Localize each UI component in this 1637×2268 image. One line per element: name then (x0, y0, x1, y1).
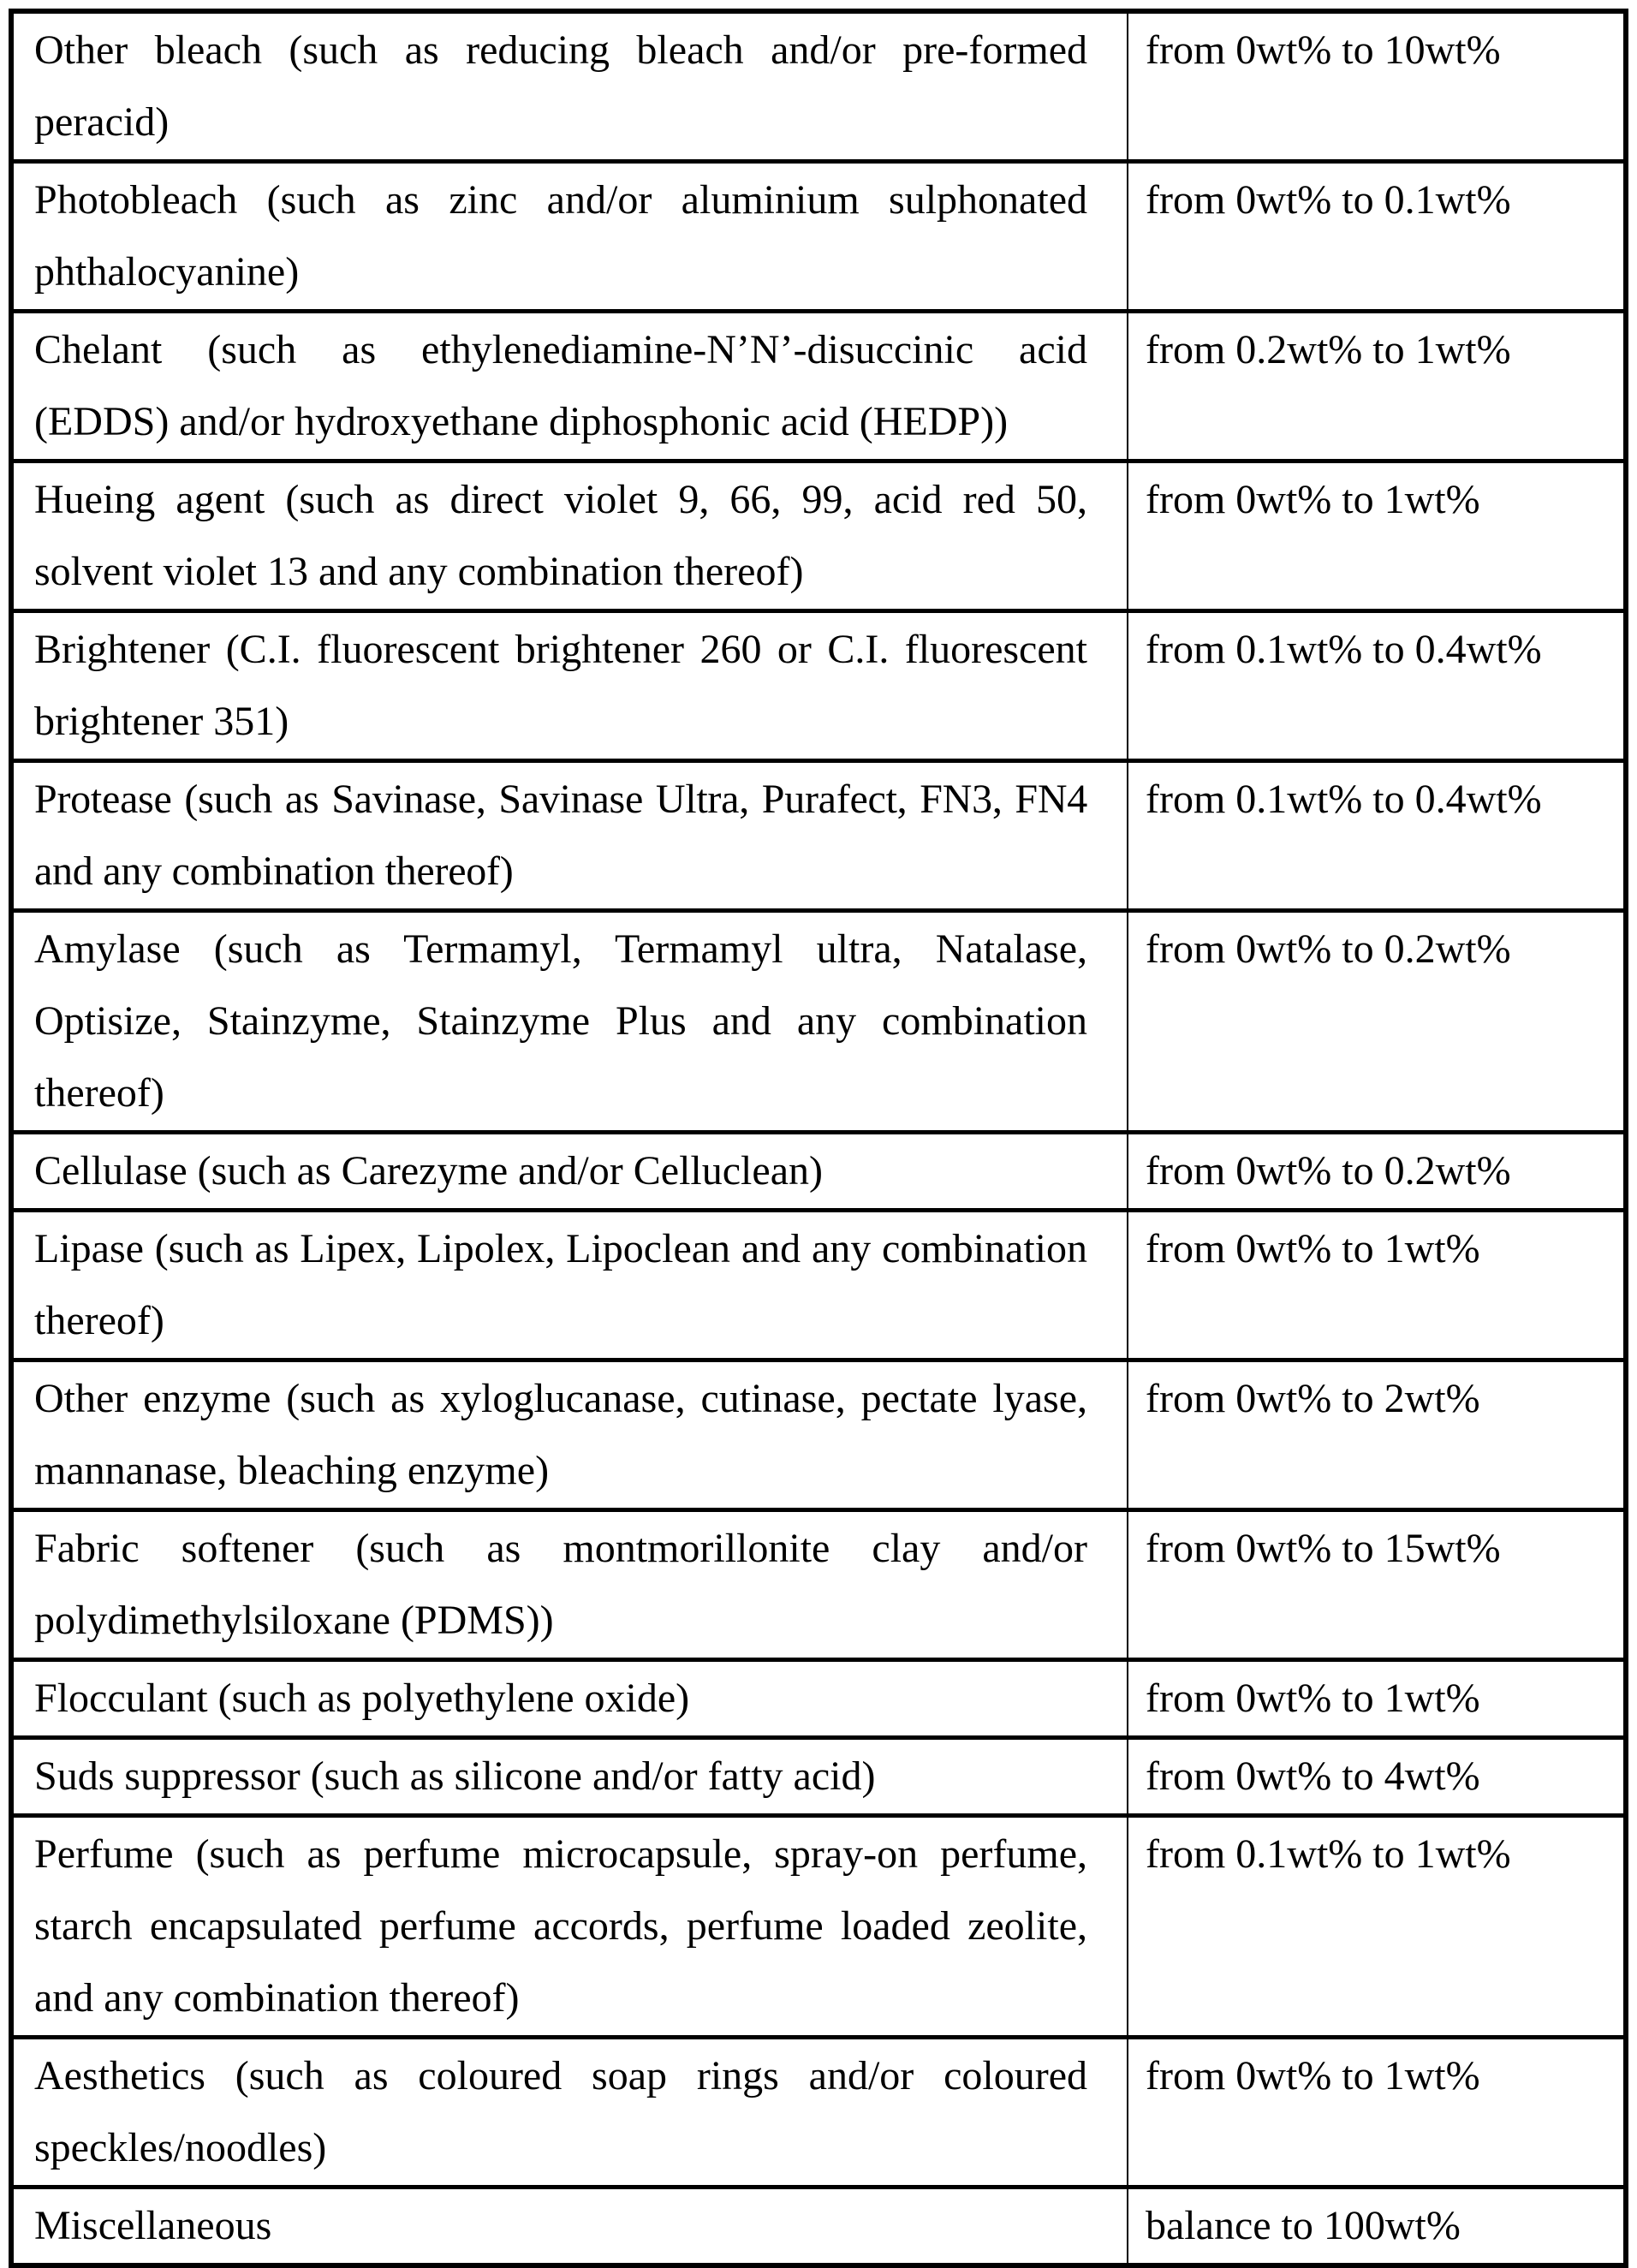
ingredient-cell: Protease (such as Savinase, Savinase Ultra, Purafect, FN3, FN4 and any combination thereof) (11, 761, 1128, 911)
table-row (11, 761, 1626, 911)
table-row (11, 1211, 1626, 1360)
ingredient-cell: Cellulase (such as Carezyme and/or Celluclean) (11, 1133, 1128, 1211)
ingredient-cell: Aesthetics (such as coloured soap rings and/or coloured speckles/noodles) (11, 2038, 1128, 2188)
table-row (11, 1816, 1626, 2038)
table-row (11, 1510, 1626, 1660)
table-row (11, 312, 1626, 461)
range-cell: from 0.1wt% to 0.4wt% (1128, 761, 1626, 911)
range-cell: from 0wt% to 0.2wt% (1128, 1133, 1626, 1211)
table-row (11, 2188, 1626, 2266)
ingredient-cell: Suds suppressor (such as silicone and/or fatty acid) (11, 1738, 1128, 1816)
range-cell: from 0wt% to 15wt% (1128, 1510, 1626, 1660)
range-cell: balance to 100wt% (1128, 2188, 1626, 2266)
table-row (11, 1133, 1626, 1211)
ingredient-cell: Fabric softener (such as montmorillonite clay and/or polydimethylsiloxane (PDMS)) (11, 1510, 1128, 1660)
table-row (11, 11, 1626, 162)
range-cell: from 0.2wt% to 1wt% (1128, 312, 1626, 461)
ingredient-cell: Brightener (C.I. fluorescent brightener 260 or C.I. fluorescent brightener 351) (11, 611, 1128, 761)
ingredient-cell: Miscellaneous (11, 2188, 1128, 2266)
range-cell: from 0wt% to 1wt% (1128, 2038, 1626, 2188)
table-row (11, 162, 1626, 312)
table-row (11, 1660, 1626, 1738)
table-row (11, 1360, 1626, 1510)
ingredients-table-body (11, 11, 1626, 2265)
range-cell: from 0wt% to 1wt% (1128, 1660, 1626, 1738)
ingredient-cell: Chelant (such as ethylenediamine-N’N’-disuccinic acid (EDDS) and/or hydroxyethane diphosphonic acid (HEDP)) (11, 312, 1128, 461)
table-row (11, 911, 1626, 1133)
table-row (11, 2038, 1626, 2188)
range-cell: from 0wt% to 0.1wt% (1128, 162, 1626, 312)
range-cell: from 0wt% to 1wt% (1128, 461, 1626, 611)
ingredient-cell: Amylase (such as Termamyl, Termamyl ultra, Natalase, Optisize, Stainzyme, Stainzyme Plus and any combination thereof) (11, 911, 1128, 1133)
ingredient-cell: Hueing agent (such as direct violet 9, 66, 99, acid red 50, solvent violet 13 and any combination thereof) (11, 461, 1128, 611)
ingredient-cell: Lipase (such as Lipex, Lipolex, Lipoclean and any combination thereof) (11, 1211, 1128, 1360)
range-cell: from 0wt% to 10wt% (1128, 11, 1626, 162)
range-cell: from 0.1wt% to 1wt% (1128, 1816, 1626, 2038)
ingredient-cell: Other enzyme (such as xyloglucanase, cutinase, pectate lyase, mannanase, bleaching enzyme) (11, 1360, 1128, 1510)
ingredient-cell: Photobleach (such as zinc and/or aluminium sulphonated phthalocyanine) (11, 162, 1128, 312)
ingredient-cell: Flocculant (such as polyethylene oxide) (11, 1660, 1128, 1738)
ingredient-cell: Perfume (such as perfume microcapsule, spray-on perfume, starch encapsulated perfume accords, perfume loaded zeolite, and any combination thereof) (11, 1816, 1128, 2038)
range-cell: from 0.1wt% to 0.4wt% (1128, 611, 1626, 761)
table-row (11, 461, 1626, 611)
range-cell: from 0wt% to 0.2wt% (1128, 911, 1626, 1133)
table-row (11, 611, 1626, 761)
ingredient-cell: Other bleach (such as reducing bleach and/or pre-formed peracid) (11, 11, 1128, 162)
table-row (11, 1738, 1626, 1816)
range-cell: from 0wt% to 1wt% (1128, 1211, 1626, 1360)
range-cell: from 0wt% to 4wt% (1128, 1738, 1626, 1816)
ingredients-table (9, 9, 1628, 2268)
range-cell: from 0wt% to 2wt% (1128, 1360, 1626, 1510)
